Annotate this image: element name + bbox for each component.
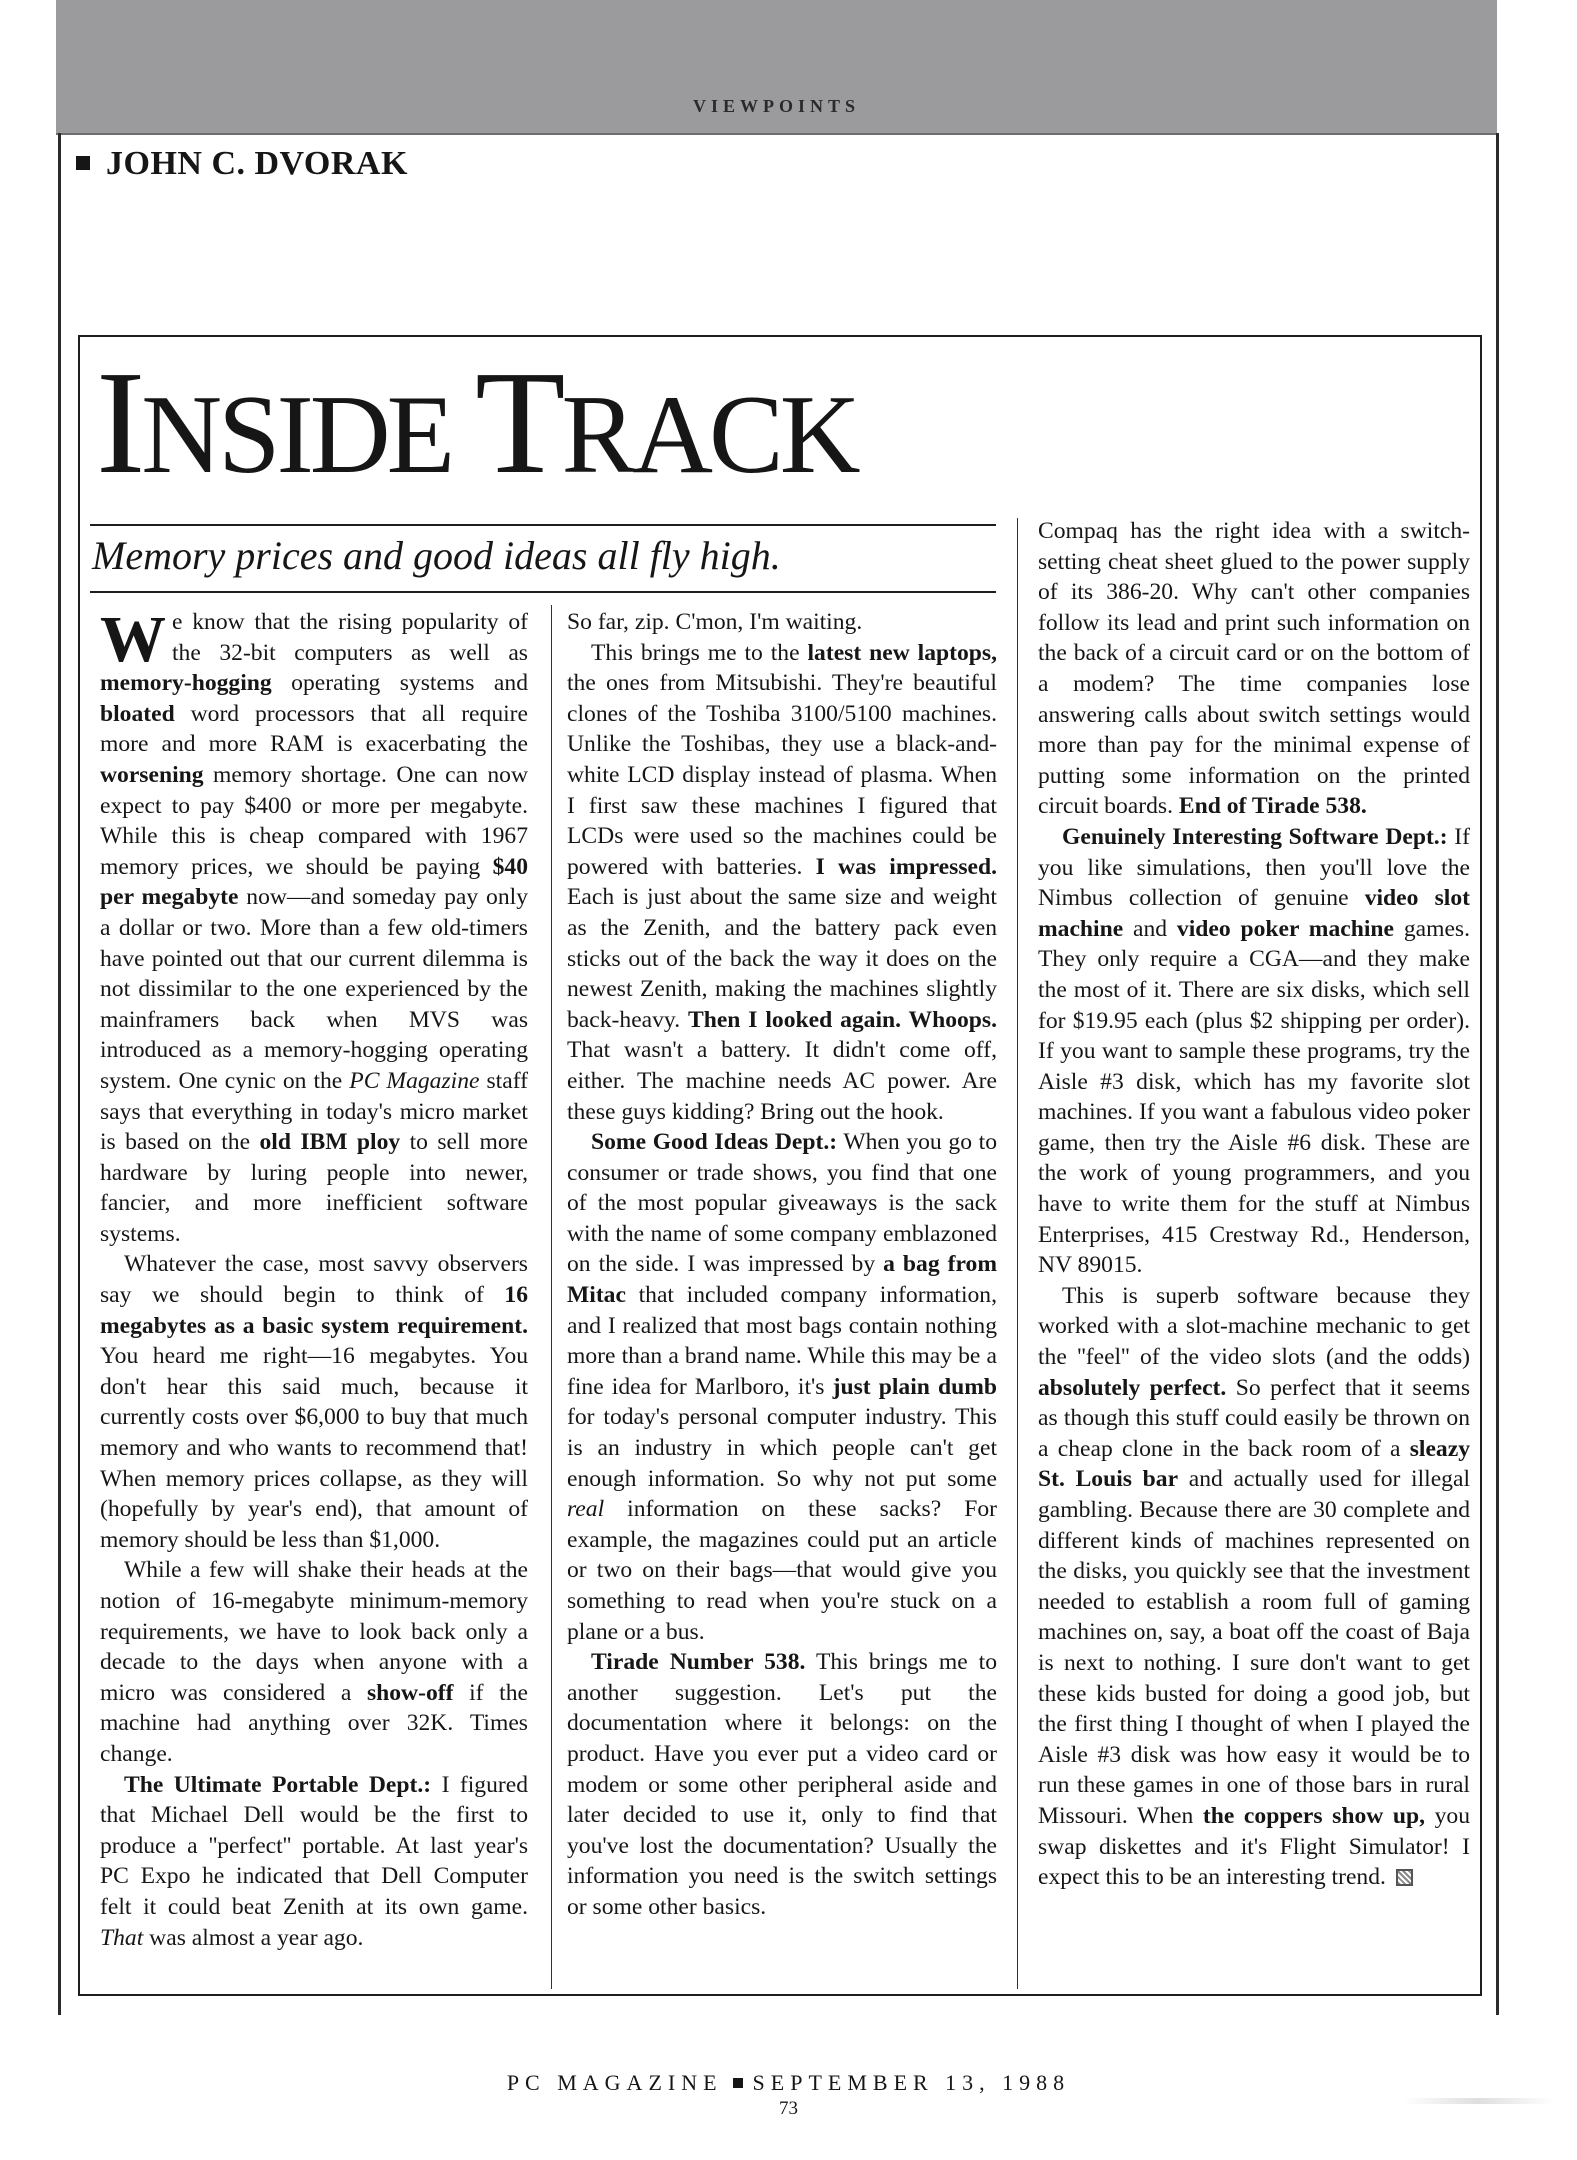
paragraph: Some Good Ideas Dept.: When you go to consumer or trade shows, you find that one of the most popular giveaways is the sack with the name of some company emblazoned on the side. I was impressed by a bag from Mitac that included company information, and I realized that most bags contain nothing more than a brand name. While this may be a fine idea for Marlboro, it's just plain dumb for today's personal computer industry. This is an industry in which people can't get enough information. So why not put some real information on these sacks? For example, the magazines could put an article or two on their bags—that would give you something to read when you're stuck on a plane or a bus. [567,1129,998,1645]
article-deck: Memory prices and good ideas all fly high. [92,533,781,578]
column-1 [100,603,528,1953]
page-footer [0,2070,1577,2096]
paragraph: Compaq has the right idea with a switch-setting cheat sheet glued to the power supply of its 386-20. Why can't other companies follow its lead and print such information on the back of a circuit card or on the bottom of a modem? The time companies lose answering calls about switch settings would more than pay for the minimal expense of putting some information on the printed circuit boards. End of Tirade 538. [1038,518,1470,820]
column-rule-2 [1017,518,1018,1989]
bullet-icon [76,156,90,170]
scan-smudge [1404,2098,1554,2104]
deck-rule-top [90,524,996,526]
paragraph: Whatever the case, most savvy observers say we should begin to think of 16 megabytes as a basic system requirement. You heard me right—16 megabytes. You don't hear this said much, because it currently costs over $6,000 to buy that much memory and who wants to recommend that! When memory prices collapse, as they will (hopefully by year's end), that amount of memory should be less than $1,000. [100,1251,528,1553]
paragraph: While a few will shake their heads at the notion of 16-megabyte minimum-memory requirements, we have to look back only a decade to the days when anyone with a micro was considered a show-off if the machine had anything over 32K. Times change. [100,1557,528,1767]
separator-icon [733,2078,743,2088]
paragraph: Genuinely Interesting Software Dept.: If you like simulations, then you'll love the Nimbus collection of genuine video slot machine and video poker machine games. They only require a CGA—and they make the most of it. There are six disks, which sell for $19.95 each (plus $2 shipping per order). If you want to sample these programs, try the Aisle #3 disk, which has my favorite slot machines. If you want a fabulous video poker game, then try the Aisle #6 disk. These are the work of young programmers, and you have to write them for the stuff at Nimbus Enterprises, 415 Crestway Rd., Henderson, NV 89015. [1038,823,1470,1279]
section-label: VIEWPOINTS [692,96,861,116]
paragraph: This brings me to the latest new laptops, the ones from Mitsubishi. They're beautiful clones of the Toshiba 3100/5100 machines. Unlike the Toshibas, they use a black-and-white LCD display instead of plasma. When I first saw these machines I figured that LCDs were used so the machines could be powered with batteries. I was impressed. Each is just about the same size and weight as the Zenith, and the battery pack even sticks out of the back the way it does on the newest Zenith, making the machines slightly back-heavy. Then I looked again. Whoops. That wasn't a battery. It didn't come off, either. The machine needs AC power. Are these guys kidding? Bring out the hook. [567,639,997,1125]
paragraph: We know that the rising popularity of the 32-bit computers as well as memory-hogging operating systems and bloated word processors that all require more and more RAM is exacerbating the worsening memory shortage. One can now expect to pay $400 or more per megabyte. While this is cheap compared with 1967 memory prices, we should be paying $40 per megabyte now—and someday pay only a dollar or two. More than a few old-timers have pointed out that our current dilemma is not dissimilar to the one experienced by the mainframers back when MVS was introduced as a memory-hogging operating system. One cynic on the PC Magazine staff says that everything in today's micro market is based on the old IBM ploy to sell more hardware by luring people into newer, fancier, and more inefficient software systems. [100,603,528,1247]
magazine-name: PC MAGAZINE [506,2070,723,2095]
column-3 [1038,516,1470,1893]
paragraph: Tirade Number 538. This brings me to another suggestion. Let's put the documentation where it belongs: on the product. Have you ever put a video card or modem or some other peripheral aside and later decided to use it, only to find that you've lost the documentation? Usually the information you need is the switch settings or some other basics. [567,1649,997,1920]
paragraph: The Ultimate Portable Dept.: I figured that Michael Dell would be the first to produce a ''perfect'' portable. At last year's PC Expo he indicated that Dell Computer felt it could beat Zenith at its own game. That was almost a year ago. [100,1771,528,1951]
byline [76,145,408,183]
paragraph: This is superb software because they worked with a slot-machine mechanic to get the ''feel'' of the video slots (and the odds) absolutely perfect. So perfect that it seems as though this stuff could easily be thrown on a cheap clone in the back room of a sleazy St. Louis bar and actually used for illegal gambling. Because there are 30 complete and different kinds of machines represented on the disks, you quickly see that the investment needed to establish a room full of gaming machines on, say, a boat off the coast of Baja is next to nothing. I sure don't want to get these kids busted for doing a good job, but the first thing I thought of when I played the Aisle #3 disk was how easy it would be to run these games in one of those bars in rural Missouri. When the coppers show up, you swap diskettes and it's Flight Simulator! I expect this to be an interesting trend. [1038,1282,1470,1891]
column-2 [567,607,997,1923]
author-name: JOHN C. DVORAK [106,145,408,182]
drop-cap: W [100,603,166,676]
column-rule-1 [551,605,552,1989]
paragraph: So far, zip. C'mon, I'm waiting. [567,609,863,635]
frame-right-rule [1496,133,1499,2015]
end-mark-icon [1396,1869,1413,1886]
section-banner [56,0,1497,135]
deck-rule-bottom [90,591,996,593]
page-number: 73 [779,2098,798,2119]
article-title: INSIDE TRACK [96,341,857,505]
issue-date: SEPTEMBER 13, 1988 [752,2070,1071,2095]
frame-left-rule [58,133,61,2015]
